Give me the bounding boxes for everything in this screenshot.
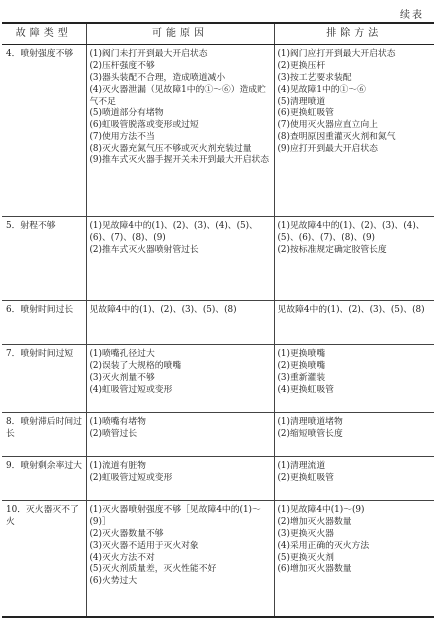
cause-line: (5)喷道部分有堵物 [89, 108, 164, 119]
cause-line: (1)流道有脏物 [89, 461, 146, 472]
table-row [2, 301, 434, 345]
remedy-line: (1)见故障4中(1)～(9) [277, 505, 365, 516]
fault-type-cell: 8．喷射滞后时间过长 [2, 413, 86, 457]
table-row [2, 45, 434, 217]
remedy-line: (2)按标准规定确定胶管长度 [277, 244, 387, 255]
table-body [2, 45, 434, 617]
cause-line: (2)灭火器数量不够 [89, 528, 164, 539]
remedy-line: (2)缩短喷管长度 [277, 429, 343, 440]
header-remedy: 排除方法 [274, 23, 434, 45]
troubleshooting-table-wrapper [2, 22, 434, 618]
cause-line: (1)阀门未打开到最大开启状态 [89, 49, 208, 60]
remedy-line: (3)按工艺要求装配 [277, 72, 352, 83]
cause-line: (3)灭火剂量不够 [89, 372, 155, 383]
fault-type-cell: 10．灭火器灭不了火 [2, 501, 86, 617]
table-row [2, 413, 434, 457]
cause-cell [86, 345, 274, 413]
table-row [2, 217, 434, 301]
fault-type-cell: 7．喷射时间过短 [2, 345, 86, 413]
cause-cell [86, 45, 274, 217]
cause-line: (1)灭火器喷射强度不够［见故障4中的(1)～(9)］ [89, 505, 261, 528]
remedy-cell [274, 45, 434, 217]
cause-line: (9)推车式灭火器手握开关未开到最大开启状态 [89, 155, 270, 166]
remedy-line: (2)更换喷嘴 [277, 361, 326, 372]
table-row [2, 501, 434, 617]
remedy-line: (2)增加灭火器数量 [277, 517, 352, 528]
remedy-line: (5)更换灭火剂 [277, 552, 334, 563]
table-header-row [2, 23, 434, 45]
remedy-line: (2)更换虹吸管 [277, 473, 334, 484]
cause-line: (5)灭火剂质量差，灭火性能不好 [89, 564, 217, 575]
cause-line: (3)灭火器不适用于灭火对象 [89, 540, 199, 551]
cause-line: (1)喷嘴有堵物 [89, 417, 146, 428]
remedy-line: (1)清理喷道堵物 [277, 417, 343, 428]
cause-line: (6)虹吸管脱落或变形或过短 [89, 120, 199, 131]
cause-line: (3)器头装配不合理，造成喷道减小 [89, 72, 226, 83]
remedy-line: (1)更换喷嘴 [277, 349, 326, 360]
header-fault-type: 故障类型 [2, 23, 86, 45]
cause-cell [86, 301, 274, 345]
remedy-cell [274, 301, 434, 345]
cause-line: (1)见故障4中的(1)、(2)、(3)、(4)、(5)、(6)、(7)、(8)、(9) [89, 221, 258, 244]
remedy-line: (2)更换压杆 [277, 61, 326, 72]
remedy-line: (8)查明原因重灌灭火剂和氮气 [277, 131, 396, 142]
header-possible-cause: 可能原因 [86, 23, 274, 45]
remedy-line: (5)清理喷道 [277, 96, 326, 107]
remedy-line: (3)更换灭火器 [277, 528, 334, 539]
cause-cell [86, 217, 274, 301]
table-row [2, 345, 434, 413]
cause-line: (4)虹吸管过短或变形 [89, 384, 173, 395]
cause-line: (4)灭火方法不对 [89, 552, 155, 563]
cause-line: (7)使用方法不当 [89, 131, 155, 142]
remedy-line: (4)采用正确的灭火方法 [277, 540, 370, 551]
troubleshooting-table [2, 22, 434, 618]
remedy-line: (1)阀门应打开到最大开启状态 [277, 49, 396, 60]
remedy-line: (7)使用灭火器应直立向上 [277, 120, 378, 131]
remedy-cell [274, 345, 434, 413]
cause-line: (4)灭火器泄漏（见故障1中的①～⑥）造成贮气不足 [89, 84, 266, 107]
cause-line: (2)喷管过长 [89, 429, 138, 440]
cause-line: (2)推车式灭火器喷射管过长 [89, 244, 199, 255]
table-row [2, 457, 434, 501]
cause-line: (2)误装了大规格的喷嘴 [89, 361, 182, 372]
remedy-cell [274, 457, 434, 501]
remedy-line: (9)应打开到最大开启状态 [277, 143, 378, 154]
remedy-cell [274, 413, 434, 457]
continued-label: 续表 [400, 10, 424, 21]
fault-type-cell: 4．喷射强度不够 [2, 45, 86, 217]
cause-cell [86, 457, 274, 501]
cause-line: (2)压杆强度不够 [89, 61, 155, 72]
remedy-cell [274, 217, 434, 301]
remedy-line: 见故障4中的(1)、(2)、(3)、(5)、(8) [277, 305, 425, 316]
fault-type-cell: 5．射程不够 [2, 217, 86, 301]
cause-cell [86, 501, 274, 617]
cause-cell [86, 413, 274, 457]
remedy-line: (4)更换虹吸管 [277, 384, 334, 395]
cause-line: (6)火势过大 [89, 576, 138, 587]
remedy-cell [274, 501, 434, 617]
remedy-line: (6)增加灭火器数量 [277, 564, 352, 575]
cause-line: (8)灭火器充氮气压不够或灭火剂充装过量 [89, 143, 252, 154]
cause-line: 见故障4中的(1)、(2)、(3)、(5)、(8) [89, 305, 237, 316]
remedy-line: (3)重新灌装 [277, 372, 326, 383]
remedy-line: (6)更换虹吸管 [277, 108, 334, 119]
fault-type-cell: 6．喷射时间过长 [2, 301, 86, 345]
remedy-line: (4)见故障1中的①～⑥ [277, 84, 366, 95]
cause-line: (2)虹吸管过短或变形 [89, 473, 173, 484]
cause-line: (1)喷嘴孔径过大 [89, 349, 155, 360]
remedy-line: (1)见故障4中的(1)、(2)、(3)、(4)、(5)、(6)、(7)、(8)、(9) [277, 221, 425, 244]
remedy-line: (1)清理流道 [277, 461, 326, 472]
fault-type-cell: 9．喷射剩余率过大 [2, 457, 86, 501]
